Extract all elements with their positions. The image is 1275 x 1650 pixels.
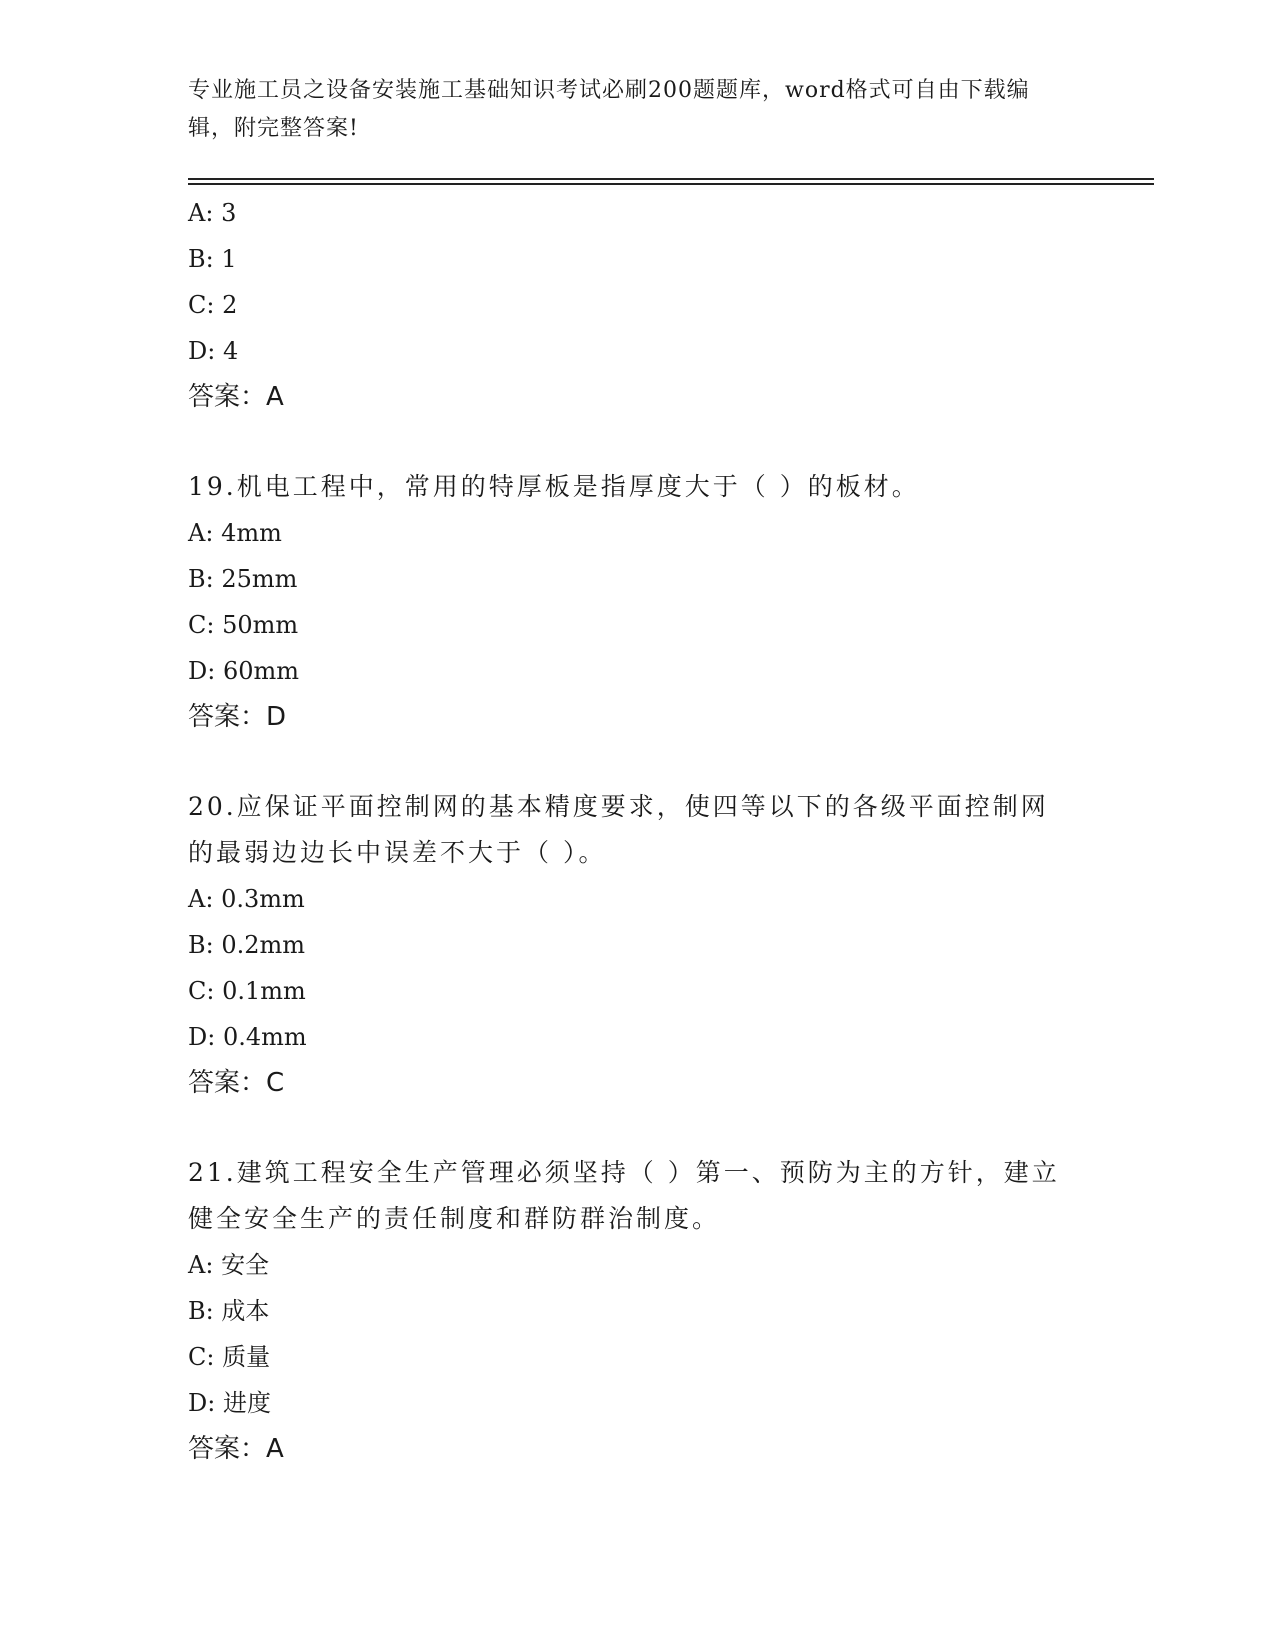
question-stem: 20.应保证平面控制网的基本精度要求，使四等以下的各级平面控制网的最弱边边长中误差不大于（ ）。 [188, 792, 1049, 867]
option-a: A: 安全 [188, 1251, 270, 1279]
option-b: B: 25mm [188, 565, 298, 593]
answer-line: 答案：C [188, 1068, 285, 1098]
page-header: 专业施工员之设备安装施工基础知识考试必刷200题题库，word格式可自由下载编辑，附完整答案! [188, 78, 1030, 141]
answer-line: 答案：A [188, 1434, 284, 1464]
option-b: B: 1 [188, 245, 237, 273]
answer-line: 答案：D [188, 702, 287, 732]
question-stem: 19.机电工程中，常用的特厚板是指厚度大于（ ）的板材。 [188, 472, 920, 501]
option-c: C: 0.1mm [188, 977, 306, 1005]
question-20 [188, 784, 1088, 1106]
question-18-tail [188, 190, 1088, 420]
option-a: A: 0.3mm [188, 885, 305, 913]
option-c: C: 2 [188, 291, 238, 319]
option-d: D: 60mm [188, 657, 300, 685]
option-d: D: 0.4mm [188, 1023, 307, 1051]
header-divider-bottom [188, 183, 1154, 185]
question-stem: 21.建筑工程安全生产管理必须坚持（ ）第一、预防为主的方针，建立健全安全生产的责任制度和群防群治制度。 [188, 1158, 1060, 1233]
option-b: B: 0.2mm [188, 931, 306, 959]
option-d: D: 4 [188, 337, 239, 365]
option-a: A: 4mm [188, 519, 282, 547]
question-21 [188, 1150, 1088, 1472]
question-19 [188, 464, 1088, 740]
question-list [188, 190, 1088, 1472]
option-b: B: 成本 [188, 1297, 270, 1325]
option-c: C: 质量 [188, 1343, 271, 1371]
option-d: D: 进度 [188, 1389, 271, 1417]
option-a: A: 3 [188, 199, 237, 227]
option-c: C: 50mm [188, 611, 299, 639]
header-divider-top [188, 178, 1154, 180]
answer-line: 答案：A [188, 382, 284, 412]
